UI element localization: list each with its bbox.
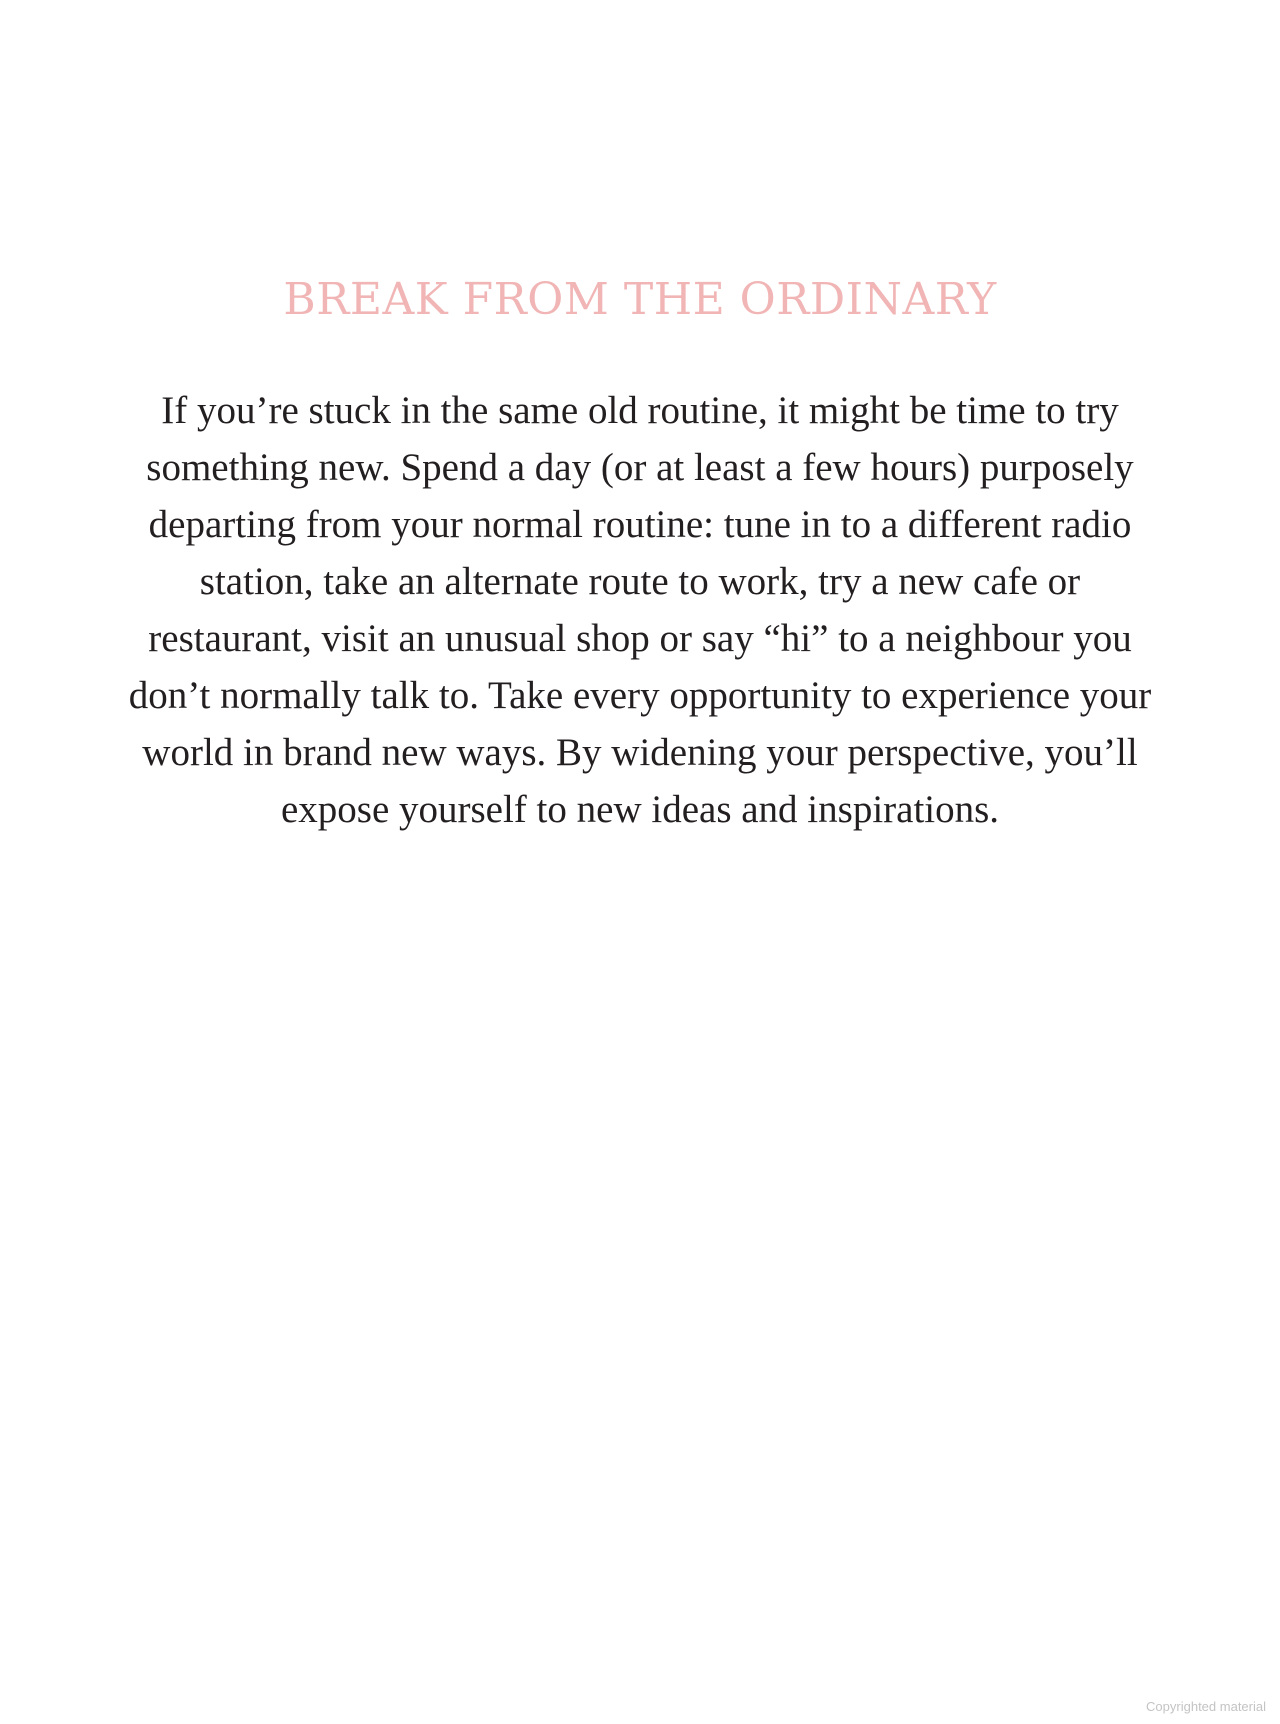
body-paragraph: If you’re stuck in the same old routine, it might be time to try something new. Spend a day (or at least a few hours) purposely departing from your normal routine: tune in to a different radio station, take an alternate route to work, try a new cafe or restaurant, visit an unusual shop or say “hi” to a neighbour you don’t normally talk to. Take every opportunity to experience your world in brand new ways. By widening your perspective, you’ll expose yourself to new ideas and inspirations. bbox=[128, 389, 1152, 831]
page-heading: BREAK FROM THE ORDINARY bbox=[283, 274, 997, 325]
copyright-notice: Copyrighted material bbox=[1146, 1699, 1266, 1714]
